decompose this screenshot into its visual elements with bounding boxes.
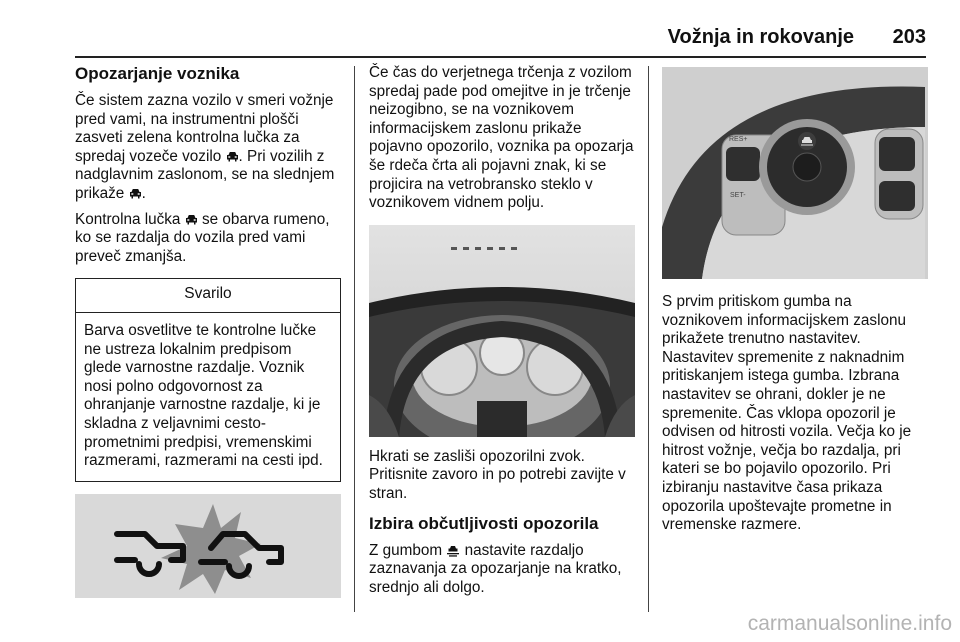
- heading-sensitivity: Izbira občutljivosti opozorila: [369, 513, 599, 533]
- heading-driver-warning: Opozarjanje voznika: [75, 64, 240, 83]
- paragraph-2: [75, 211, 341, 267]
- column-divider-2: [648, 66, 649, 612]
- collision-graphic: [75, 494, 341, 598]
- page-number: 203: [892, 26, 926, 48]
- column-1: [75, 64, 341, 598]
- paragraph-5: [369, 542, 635, 598]
- text: Kontrolna lučka: [75, 210, 185, 228]
- text: . Pri vozilih z nadglavnim zaslonom, se na slednjem prikaže: [75, 147, 335, 202]
- car-distance-icon: [446, 544, 460, 557]
- res-label: RES+: [729, 136, 748, 143]
- warning-title: Svarilo: [76, 279, 340, 313]
- watermark: carmanualsonline.info: [747, 612, 952, 635]
- dashboard-graphic: [369, 225, 635, 437]
- collision-illustration: [75, 494, 341, 598]
- steering-wheel-controls-illustration: [662, 67, 928, 279]
- res-set-rocker: [726, 147, 760, 181]
- paragraph-3: Če čas do verjetnega trčenja z vozilom spredaj pade pod omejitve in je trčenje neizogibno, se na voznikovem informacijskem zaslonu prikaže pojavno opozorilo, voznika pa opozarja še rdeča črta ali pojavni znak, ki se projicira na vetrobransko steklo v voznikovem vidnem polju.: [369, 64, 634, 212]
- warning-box: [75, 278, 341, 481]
- page-header: [75, 26, 926, 58]
- car-front-icon: [185, 214, 198, 225]
- warning-text: Barva osvetlitve te kontrolne lučke ne ustreza lokalnim predpisom glede varnostne razdalje. Voznik nosi polno odgovornost za ohranjanje varnostne razdalje, ki je skladna z veljavnimi cesto-prometnimi predpisi, vremenskimi razmerami, razmerami na cesti ipd.: [84, 321, 323, 470]
- paragraph-6: S prvim pritiskom gumba na voznikovem informacijskem zaslonu prikažete trenutno nastavitev. Nastavitev spremenite z naknadnim pritiskanjem istega gumba. Izbrana nastavitev se ohrani, dokler je ne spremenite. Čas vklopa opozoril je odvisen od hitrosti vozila. Večja ko je hitrost vožnje, večja bo razdalja, pri kateri se bo pojavilo opozorilo. Pri izbiranju nastavitve časa prikaza opozorila upoštevajte prometne in vremenske razmere.: [662, 293, 912, 534]
- car-front-icon: [226, 151, 239, 162]
- set-label: SET-: [730, 192, 746, 199]
- column-3: [662, 64, 928, 542]
- section-title: Vožnja in rokovanje: [667, 26, 854, 48]
- column-divider-1: [354, 66, 355, 612]
- paragraph-4: Hkrati se zasliši opozorilni zvok. Pritisnite zavoro in po potrebi zavijte v stran.: [369, 447, 626, 502]
- text: .: [141, 184, 146, 202]
- head-up-display-illustration: [369, 225, 635, 437]
- car-front-icon: [129, 188, 142, 199]
- text: Če sistem zazna vozilo v smeri vožnje pred vami, na instrumentni plošči zasveti zelena kontrolna lučka za spredaj vozeče vozilo: [75, 92, 334, 165]
- text: se obarva rumeno, ko se razdalja do vozila pred vami preveč zmanjša.: [75, 210, 330, 265]
- text: nastavite razdaljo zaznavanja za opozarjanje na kratko, srednjo ali dolgo.: [369, 541, 622, 596]
- paragraph-1: [75, 92, 341, 204]
- column-2: [369, 64, 635, 604]
- steering-controls-graphic: [662, 67, 925, 279]
- text: Z gumbom: [369, 541, 447, 559]
